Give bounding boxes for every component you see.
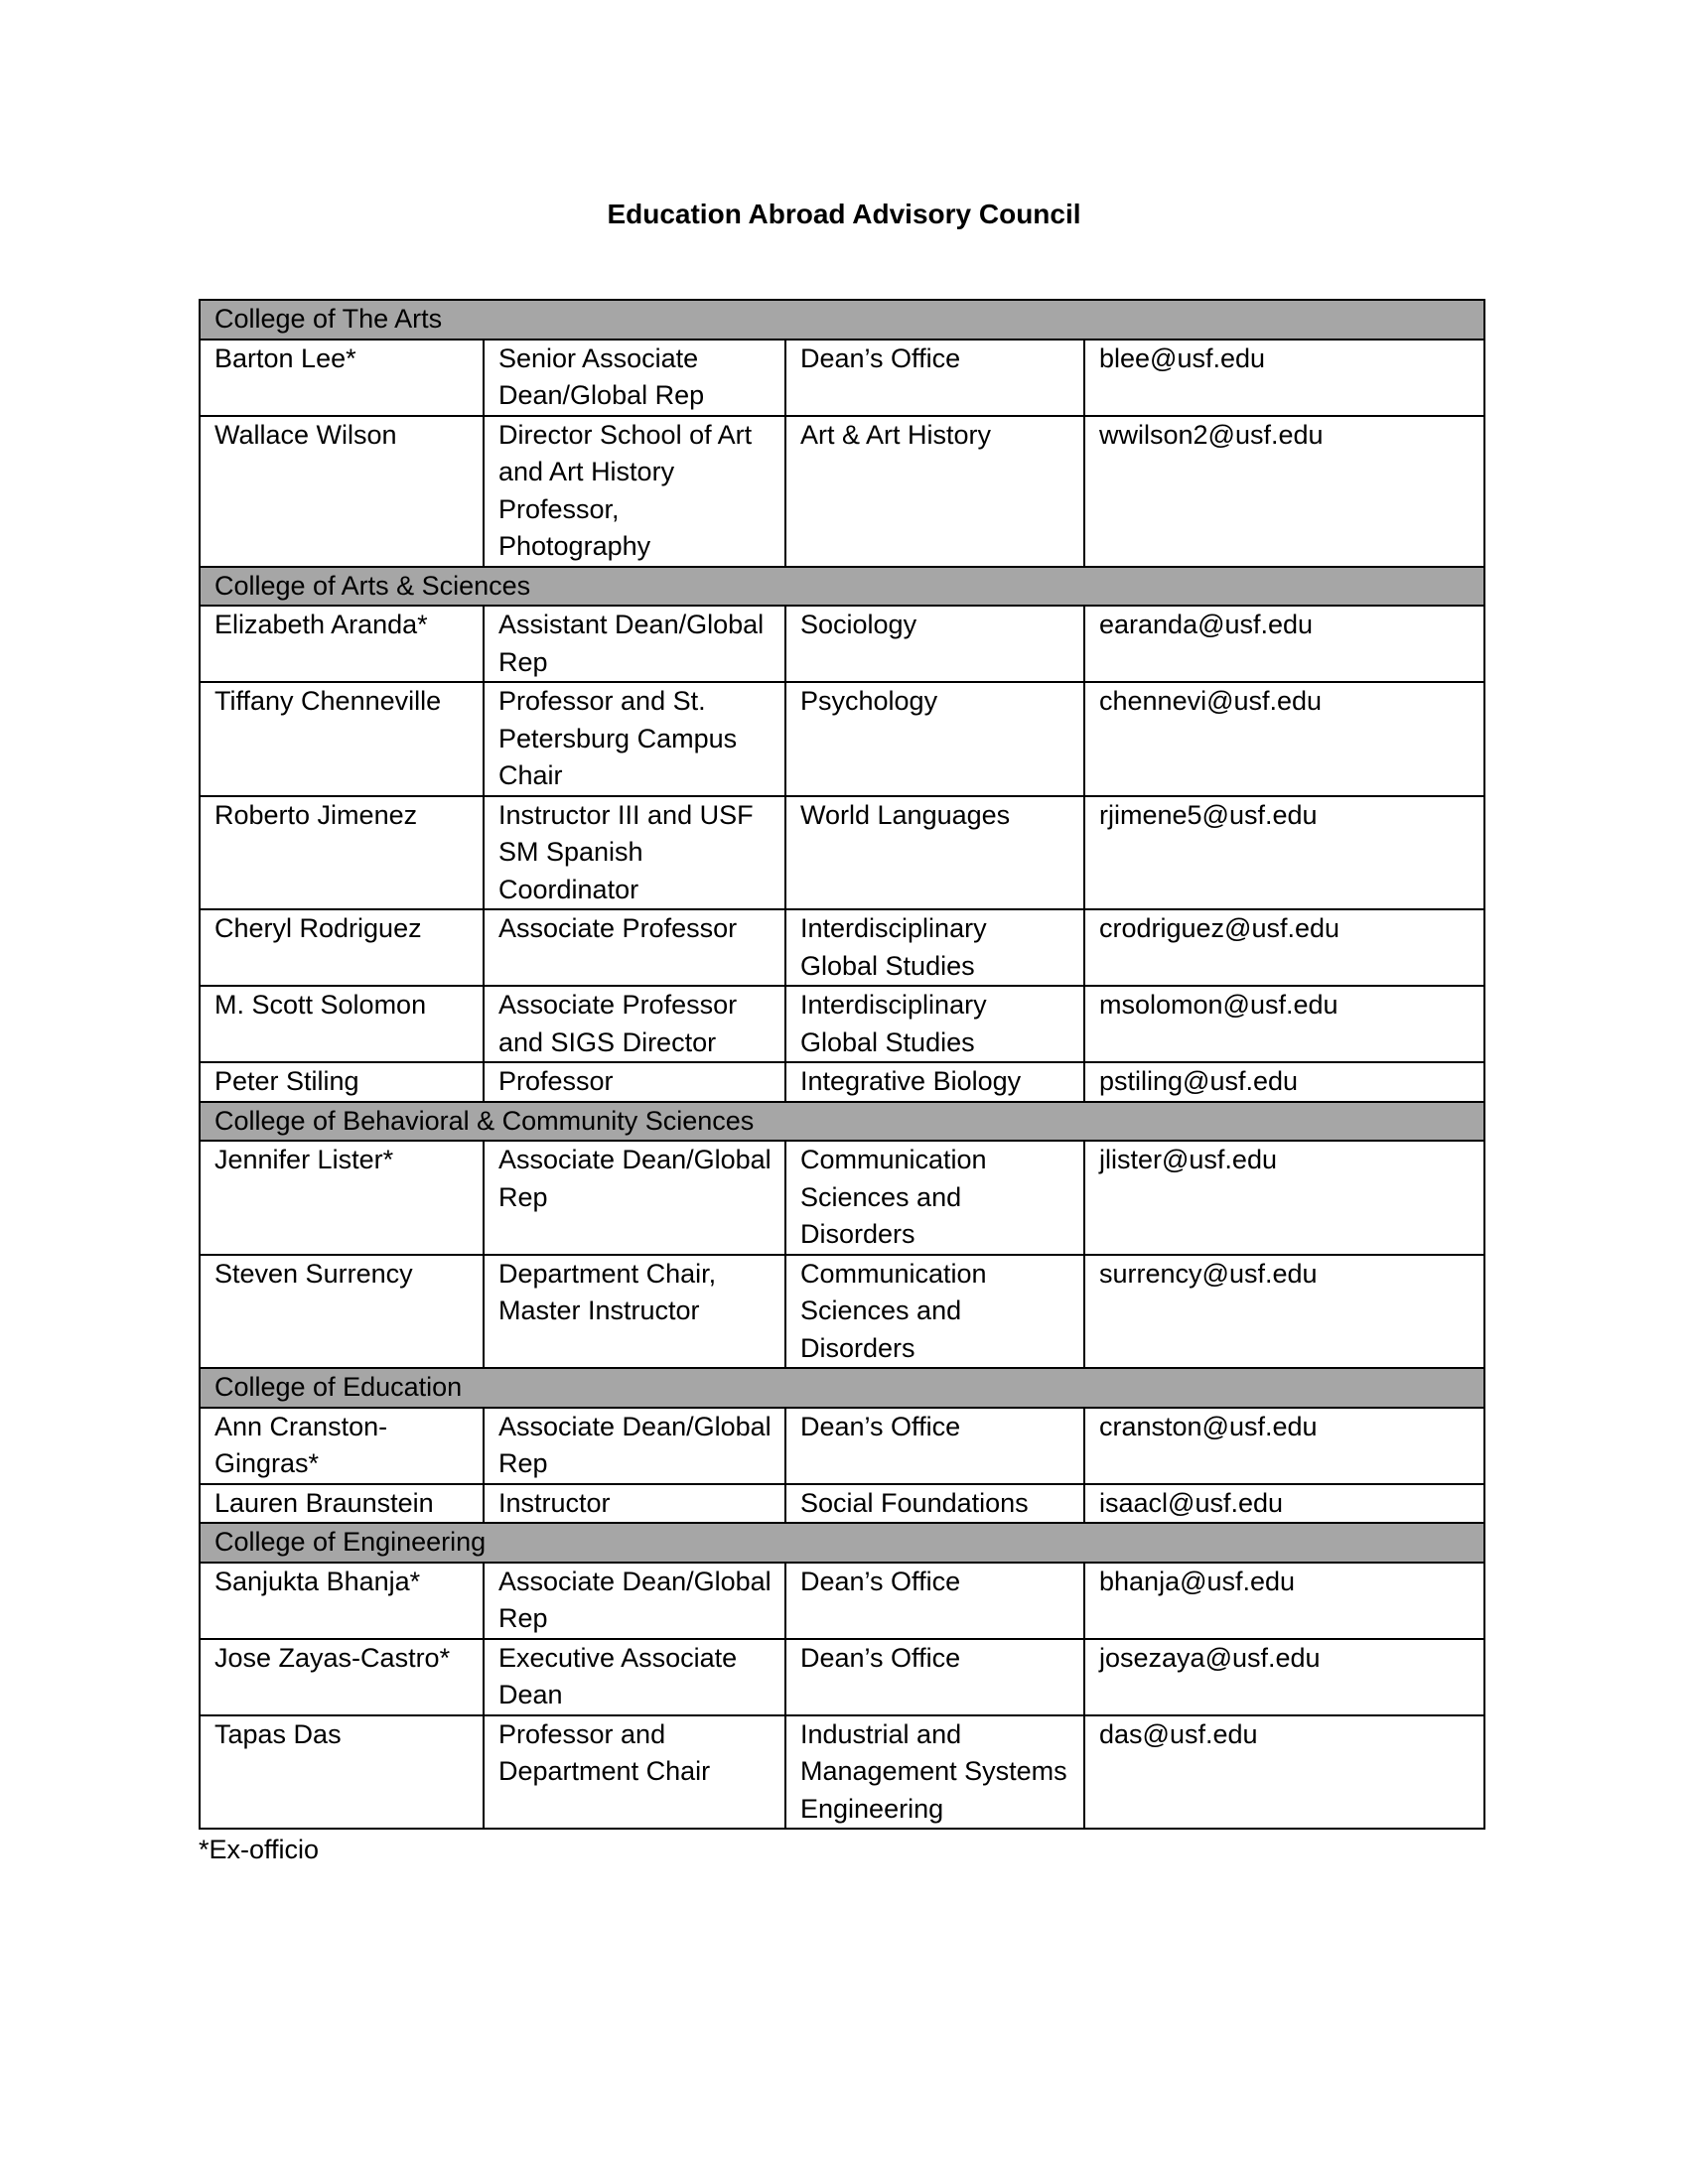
member-title: Senior Associate Dean/Global Rep	[484, 340, 785, 416]
member-row	[200, 1715, 1484, 1830]
member-row	[200, 986, 1484, 1062]
section-name: College of Behavioral & Community Sciences	[200, 1102, 1484, 1142]
member-title: Associate Dean/Global Rep	[484, 1408, 785, 1484]
member-name: Jennifer Lister*	[200, 1141, 484, 1255]
member-name: Ann Cranston-Gingras*	[200, 1408, 484, 1484]
footnote: *Ex-officio	[199, 1835, 320, 1864]
member-title: Professor	[484, 1062, 785, 1102]
member-title: Assistant Dean/Global Rep	[484, 606, 785, 682]
section-name: College of Engineering	[200, 1523, 1484, 1563]
council-table	[199, 299, 1485, 1830]
member-email: wwilson2@usf.edu	[1084, 416, 1484, 567]
member-email: crodriguez@usf.edu	[1084, 909, 1484, 986]
section-name: College of Education	[200, 1368, 1484, 1408]
member-department: World Languages	[785, 796, 1084, 910]
member-title: Department Chair, Master Instructor	[484, 1255, 785, 1369]
member-department: Dean’s Office	[785, 340, 1084, 416]
member-email: isaacl@usf.edu	[1084, 1484, 1484, 1524]
member-title: Instructor III and USF SM Spanish Coordinator	[484, 796, 785, 910]
member-email: cranston@usf.edu	[1084, 1408, 1484, 1484]
member-email: pstiling@usf.edu	[1084, 1062, 1484, 1102]
member-row	[200, 796, 1484, 910]
member-name: Jose Zayas-Castro*	[200, 1639, 484, 1715]
section-header-row	[200, 1102, 1484, 1142]
member-row	[200, 1563, 1484, 1639]
member-department: Industrial and Management Systems Engineering	[785, 1715, 1084, 1830]
member-row	[200, 416, 1484, 567]
council-table-body	[200, 300, 1484, 1829]
member-email: rjimene5@usf.edu	[1084, 796, 1484, 910]
member-row	[200, 909, 1484, 986]
member-row	[200, 1639, 1484, 1715]
member-email: josezaya@usf.edu	[1084, 1639, 1484, 1715]
member-name: Tiffany Chenneville	[200, 682, 484, 796]
member-title: Instructor	[484, 1484, 785, 1524]
member-email: msolomon@usf.edu	[1084, 986, 1484, 1062]
member-department: Communication Sciences and Disorders	[785, 1141, 1084, 1255]
member-row	[200, 340, 1484, 416]
member-department: Dean’s Office	[785, 1563, 1084, 1639]
member-title: Professor and Department Chair	[484, 1715, 785, 1830]
member-email: surrency@usf.edu	[1084, 1255, 1484, 1369]
member-name: Lauren Braunstein	[200, 1484, 484, 1524]
member-email: blee@usf.edu	[1084, 340, 1484, 416]
member-title: Associate Dean/Global Rep	[484, 1141, 785, 1255]
member-department: Social Foundations	[785, 1484, 1084, 1524]
member-department: Integrative Biology	[785, 1062, 1084, 1102]
section-name: College of The Arts	[200, 300, 1484, 340]
section-name: College of Arts & Sciences	[200, 567, 1484, 607]
member-title: Professor and St. Petersburg Campus Chair	[484, 682, 785, 796]
member-department: Interdisciplinary Global Studies	[785, 986, 1084, 1062]
member-name: Roberto Jimenez	[200, 796, 484, 910]
member-department: Dean’s Office	[785, 1639, 1084, 1715]
member-row	[200, 1062, 1484, 1102]
member-name: Steven Surrency	[200, 1255, 484, 1369]
member-name: M. Scott Solomon	[200, 986, 484, 1062]
member-email: das@usf.edu	[1084, 1715, 1484, 1830]
member-name: Barton Lee*	[200, 340, 484, 416]
member-title: Associate Dean/Global Rep	[484, 1563, 785, 1639]
member-row	[200, 606, 1484, 682]
member-name: Peter Stiling	[200, 1062, 484, 1102]
member-email: earanda@usf.edu	[1084, 606, 1484, 682]
section-header-row	[200, 1523, 1484, 1563]
member-title: Associate Professor	[484, 909, 785, 986]
member-department: Sociology	[785, 606, 1084, 682]
member-title: Director School of Art and Art History Professor, Photography	[484, 416, 785, 567]
member-email: bhanja@usf.edu	[1084, 1563, 1484, 1639]
member-department: Psychology	[785, 682, 1084, 796]
section-header-row	[200, 300, 1484, 340]
member-title: Associate Professor and SIGS Director	[484, 986, 785, 1062]
member-department: Art & Art History	[785, 416, 1084, 567]
member-row	[200, 1484, 1484, 1524]
member-email: jlister@usf.edu	[1084, 1141, 1484, 1255]
section-header-row	[200, 567, 1484, 607]
member-department: Communication Sciences and Disorders	[785, 1255, 1084, 1369]
member-title: Executive Associate Dean	[484, 1639, 785, 1715]
document-title: Education Abroad Advisory Council	[607, 199, 1081, 229]
member-email: chennevi@usf.edu	[1084, 682, 1484, 796]
member-name: Cheryl Rodriguez	[200, 909, 484, 986]
member-name: Sanjukta Bhanja*	[200, 1563, 484, 1639]
member-row	[200, 1408, 1484, 1484]
member-department: Interdisciplinary Global Studies	[785, 909, 1084, 986]
section-header-row	[200, 1368, 1484, 1408]
member-row	[200, 682, 1484, 796]
member-name: Tapas Das	[200, 1715, 484, 1830]
member-row	[200, 1141, 1484, 1255]
member-row	[200, 1255, 1484, 1369]
member-department: Dean’s Office	[785, 1408, 1084, 1484]
member-name: Wallace Wilson	[200, 416, 484, 567]
member-name: Elizabeth Aranda*	[200, 606, 484, 682]
